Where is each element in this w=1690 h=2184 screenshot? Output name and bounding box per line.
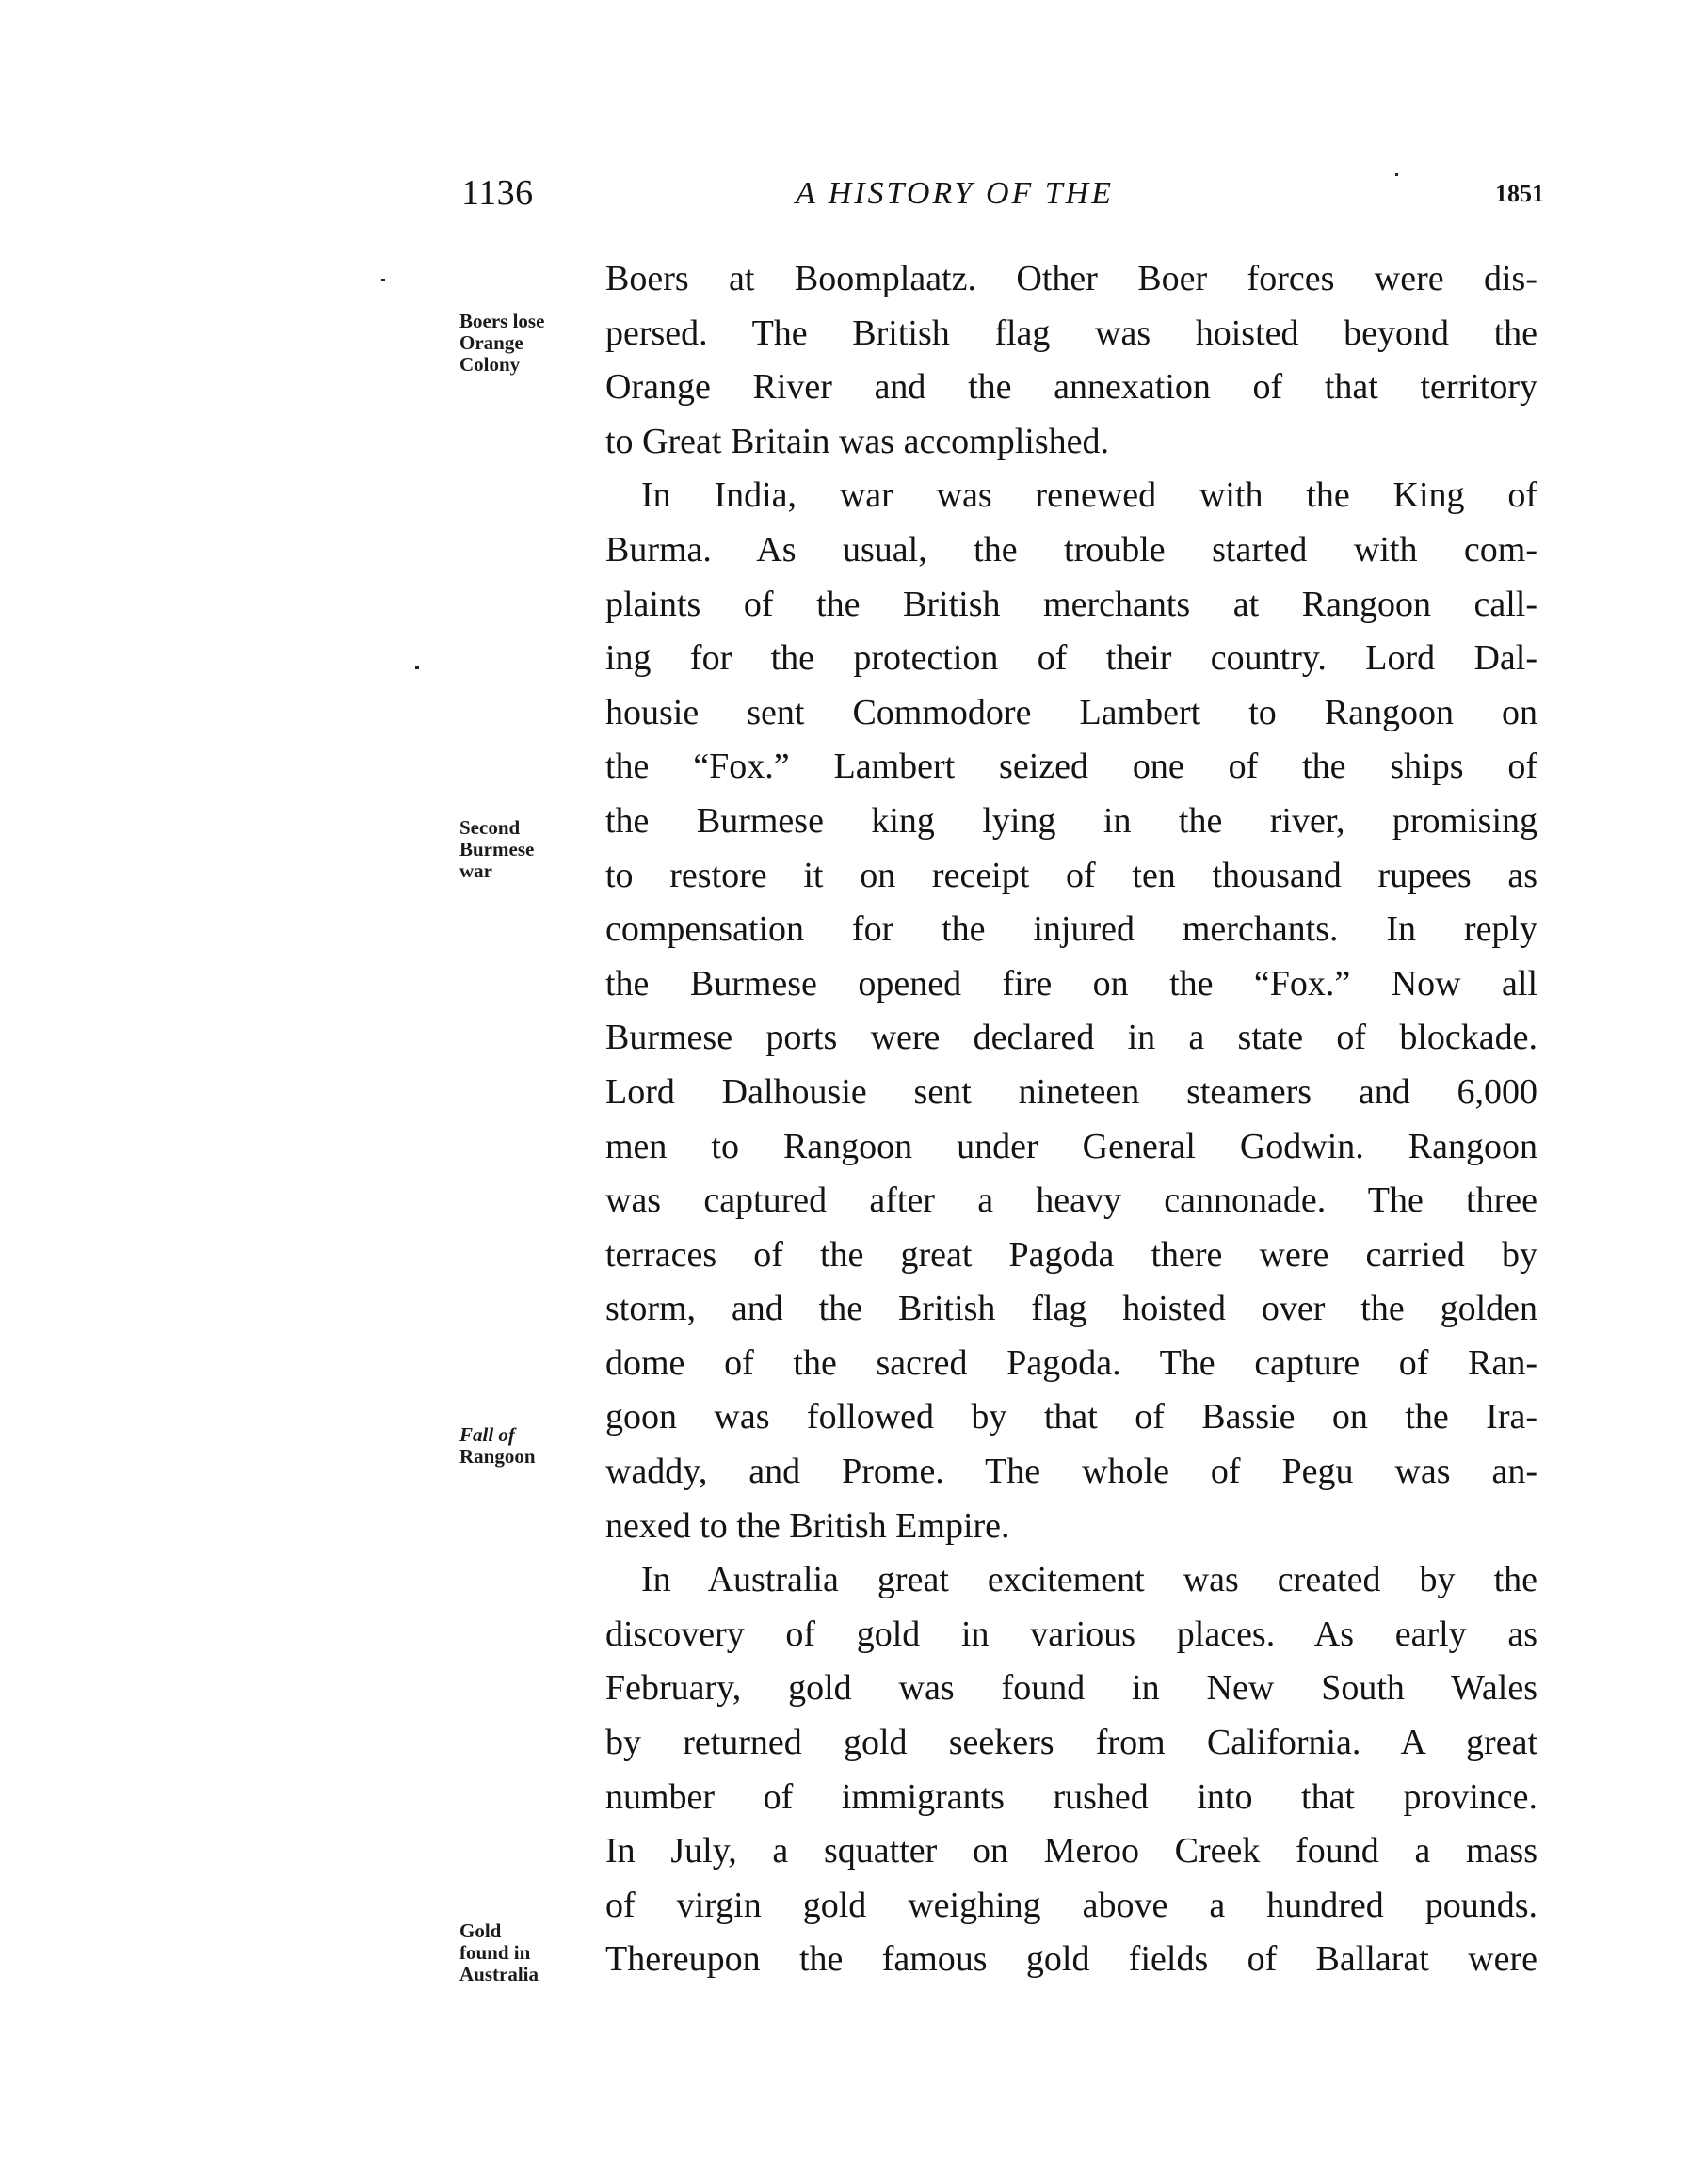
text-line: Orange River and the annexation of that territory: [605, 367, 1537, 408]
text-line: housie sent Commodore Lambert to Rangoon on: [605, 692, 1537, 732]
paragraph-boers: [605, 252, 1537, 469]
margin-note-line: Boers lose: [459, 310, 545, 332]
running-header: [461, 172, 1544, 229]
text-line: to restore it on receipt of ten thousand rupees as: [605, 855, 1537, 895]
margin-note-boers-lose-orange-colony: [459, 311, 544, 376]
text-line: number of immigrants rushed into that province.: [605, 1776, 1537, 1817]
running-title: A HISTORY OF THE: [796, 176, 1114, 211]
scan-speck: [415, 666, 419, 669]
margin-note-line: found in: [459, 1941, 531, 1964]
text-line: Burma. As usual, the trouble started with com-: [605, 529, 1537, 570]
margin-note-fall-of-rangoon: [459, 1424, 536, 1468]
margin-note-line: Rangoon: [459, 1445, 536, 1468]
text-line: Boers at Boomplaatz. Other Boer forces were dis-: [605, 259, 1537, 298]
text-line: discovery of gold in various places. As early as: [605, 1614, 1537, 1654]
text-line: Thereupon the famous gold fields of Ballarat were: [605, 1939, 1537, 1980]
page-number: 1136: [461, 173, 534, 213]
text-line: was captured after a heavy cannonade. The three: [605, 1180, 1537, 1221]
text-line: persed. The British flag was hoisted beyond the: [605, 313, 1537, 353]
text-line: nexed to the British Empire.: [605, 1505, 1010, 1546]
text-line: the “Fox.” Lambert seized one of the ships of: [605, 747, 1537, 787]
margin-note-second-burmese-war: [459, 817, 534, 882]
scan-speck: [381, 279, 385, 281]
text-line: storm, and the British flag hoisted over the golden: [605, 1289, 1537, 1329]
header-year: 1851: [1495, 180, 1544, 207]
text-line: February, gold was found in New South Wales: [605, 1668, 1537, 1709]
margin-note-gold-found-in-australia: [459, 1920, 539, 1985]
margin-note-line: Orange: [459, 331, 523, 354]
text-line: of virgin gold weighing above a hundred pounds.: [605, 1885, 1537, 1925]
text-line: plaints of the British merchants at Rangoon call-: [605, 584, 1537, 624]
text-line: Burmese ports were declared in a state of blockade.: [605, 1018, 1537, 1058]
paragraph-burma: [605, 469, 1537, 1553]
text-line: the Burmese king lying in the river, promising: [605, 800, 1537, 841]
margin-note-line: Gold: [459, 1919, 502, 1942]
text-line: by returned gold seekers from California. A great: [605, 1723, 1537, 1763]
text-line: terraces of the great Pagoda there were carried by: [605, 1234, 1537, 1275]
text-line: In July, a squatter on Meroo Creek found a mass: [605, 1831, 1537, 1871]
paragraph-australia: [605, 1553, 1537, 1987]
margin-note-line: Second: [459, 816, 521, 839]
body-text: [605, 252, 1537, 1987]
text-line: ing for the protection of their country. Lord Dal-: [605, 638, 1537, 679]
margin-note-line: war: [459, 859, 492, 882]
text-line: goon was followed by that of Bassie on the Ira-: [605, 1397, 1537, 1437]
margin-note-line: Australia: [459, 1963, 539, 1985]
text-line: waddy, and Prome. The whole of Pegu was an-: [605, 1452, 1537, 1492]
text-line: to Great Britain was accomplished.: [605, 421, 1110, 461]
text-line: In India, war was renewed with the King of: [641, 475, 1537, 516]
text-line: compensation for the injured merchants. In reply: [605, 909, 1537, 950]
text-line: dome of the sacred Pagoda. The capture of Ran-: [605, 1342, 1537, 1383]
margin-note-line: Burmese: [459, 838, 535, 860]
text-line: men to Rangoon under General Godwin. Rangoon: [605, 1126, 1537, 1166]
text-line: In Australia great excitement was created by the: [641, 1560, 1537, 1600]
margin-note-line: Colony: [459, 353, 521, 376]
margin-note-line: Fall of: [459, 1423, 515, 1446]
text-line: the Burmese opened fire on the “Fox.” Now all: [605, 963, 1537, 1004]
text-line: Lord Dalhousie sent nineteen steamers and 6,000: [605, 1071, 1537, 1112]
